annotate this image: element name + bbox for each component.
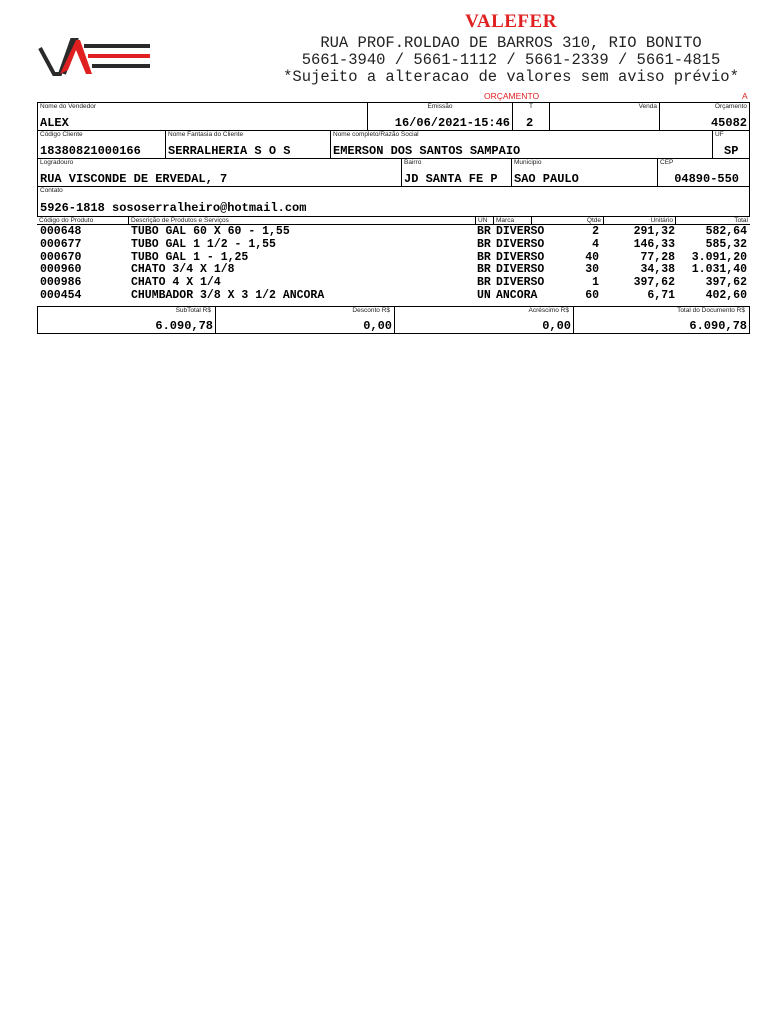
discount-value: 0,00 [363,319,392,333]
seller-row [37,102,750,131]
city-cell [512,159,658,186]
items-header-code: Código do Produto [39,217,94,224]
price-notice: *Sujeito a alteracao de valores sem aviso prévio* [283,68,739,86]
address-row [37,158,750,187]
street-cell [38,159,402,186]
item-total: 1.031,40 [691,263,747,277]
district-value: JD SANTA FE P [404,172,498,186]
client-uf-cell [713,131,749,158]
item-qty: 40 [585,250,599,264]
items-header-qty: Qtde [531,216,603,225]
addition-value: 0,00 [542,319,571,333]
item-qty: 1 [592,276,599,290]
cep-label: CEP [660,159,674,166]
item-qty: 60 [585,288,599,302]
item-brand: DIVERSO [496,237,545,251]
item-desc: CHATO 3/4 X 1/8 [131,263,235,277]
item-code: 000670 [40,250,82,264]
item-qty: 2 [592,225,599,238]
item-un: BR [477,263,491,277]
client-uf-label: UF [715,131,724,138]
item-desc: TUBO GAL 60 X 60 - 1,55 [131,225,290,238]
item-un: BR [477,250,491,264]
document-series: A [742,91,748,101]
document-type: ORÇAMENTO [484,91,540,101]
district-cell [402,159,512,186]
quote-value: 45082 [710,116,747,130]
item-code: 000677 [40,237,82,251]
item-brand: ANCORA [496,288,538,302]
items-list [37,226,750,303]
subtotal-cell [38,307,216,333]
item-brand: DIVERSO [496,276,545,290]
doc-total-cell [574,307,749,333]
item-desc: TUBO GAL 1 - 1,25 [131,250,249,264]
client-name-label: Nome completo/Razão Social [333,131,419,138]
totals-row [37,306,750,334]
item-desc: TUBO GAL 1 1/2 - 1,55 [131,237,276,251]
subtotal-value: 6.090,78 [155,319,213,333]
item-unit-price: 146,33 [633,237,675,251]
client-name-value: EMERSON DOS SANTOS SAMPAIO [333,144,521,158]
seller-cell [38,103,368,130]
company-name: VALEFER [465,11,557,32]
items-header [37,216,750,225]
item-total: 397,62 [705,276,747,290]
addition-label: Acréscimo R$ [528,307,569,314]
item-unit-price: 6,71 [647,288,675,302]
doc-total-label: Total do Documento R$ [677,307,745,314]
item-total: 585,32 [705,237,747,251]
item-qty: 4 [592,237,599,251]
street-label: Logradouro [40,159,74,166]
client-row [37,130,750,159]
item-unit-price: 291,32 [633,225,675,238]
client-code-value: 18380821000166 [40,144,141,158]
t-value: 2 [526,116,534,130]
t-label: T [529,103,533,110]
item-total: 402,60 [705,288,747,302]
item-brand: DIVERSO [496,250,545,264]
item-row [37,226,750,239]
client-uf-value: SP [724,144,739,158]
valefer-logo [38,34,154,76]
issue-cell [368,103,513,130]
doc-total-value: 6.090,78 [689,319,747,333]
item-code: 000648 [40,225,82,238]
item-code: 000986 [40,276,82,290]
item-row [37,290,750,303]
item-un: BR [477,276,491,290]
contact-value: 5926-1818 sososerralheiro@hotmail.com [40,201,307,215]
item-total: 582,64 [705,225,747,238]
item-brand: DIVERSO [496,263,545,277]
issue-value: 16/06/2021-15:46 [394,116,510,130]
item-brand: DIVERSO [496,225,545,238]
district-label: Bairro [404,159,422,166]
client-fantasy-cell [166,131,331,158]
client-name-cell [331,131,713,158]
sale-label: Venda [638,103,657,110]
company-phones: 5661-3940 / 5661-1112 / 5661-2339 / 5661-4815 [301,51,721,69]
quote-label: Orçamento [714,103,747,110]
item-desc: CHATO 4 X 1/4 [131,276,221,290]
item-total: 3.091,20 [691,250,747,264]
item-qty: 30 [585,263,599,277]
item-unit-price: 397,62 [633,276,675,290]
cep-value: 04890-550 [674,172,739,186]
quote-cell [660,103,749,130]
seller-label: Nome do Vendedor [40,103,97,110]
t-cell [513,103,550,130]
client-fantasy-value: SERRALHERIA S O S [168,144,291,158]
item-desc: CHUMBADOR 3/8 X 3 1/2 ANCORA [131,288,325,302]
issue-label: Emissão [427,103,453,110]
company-address: RUA PROF.ROLDAO DE BARROS 310, RIO BONITO [320,34,702,52]
seller-value: ALEX [40,116,69,130]
contact-row [37,186,750,217]
item-un: BR [477,237,491,251]
sale-cell [550,103,660,130]
item-code: 000454 [40,288,82,302]
client-code-cell [38,131,166,158]
city-value: SAO PAULO [514,172,579,186]
items-header-total: Total [675,216,750,225]
city-label: Municipio [514,159,542,166]
item-code: 000960 [40,263,82,277]
cep-cell [658,159,749,186]
item-un: BR [477,225,491,238]
items-header-un: UN [475,216,493,225]
addition-cell [395,307,574,333]
items-header-desc: Descrição de Produtos e Serviços [128,216,475,225]
item-unit-price: 77,28 [640,250,675,264]
items-header-brand: Marca [493,216,531,225]
street-value: RUA VISCONDE DE ERVEDAL, 7 [40,172,228,186]
discount-cell [216,307,395,333]
item-unit-price: 34,38 [640,263,675,277]
item-row [37,239,750,252]
client-fantasy-label: Nome Fantasia do Cliente [168,131,244,138]
discount-label: Desconto R$ [352,307,390,314]
contact-label: Contato [40,187,63,194]
client-code-label: Código Cliente [40,131,83,138]
item-un: UN [477,288,491,302]
subtotal-label: SubTotal R$ [175,307,211,314]
items-header-unit: Unitário [603,216,675,225]
